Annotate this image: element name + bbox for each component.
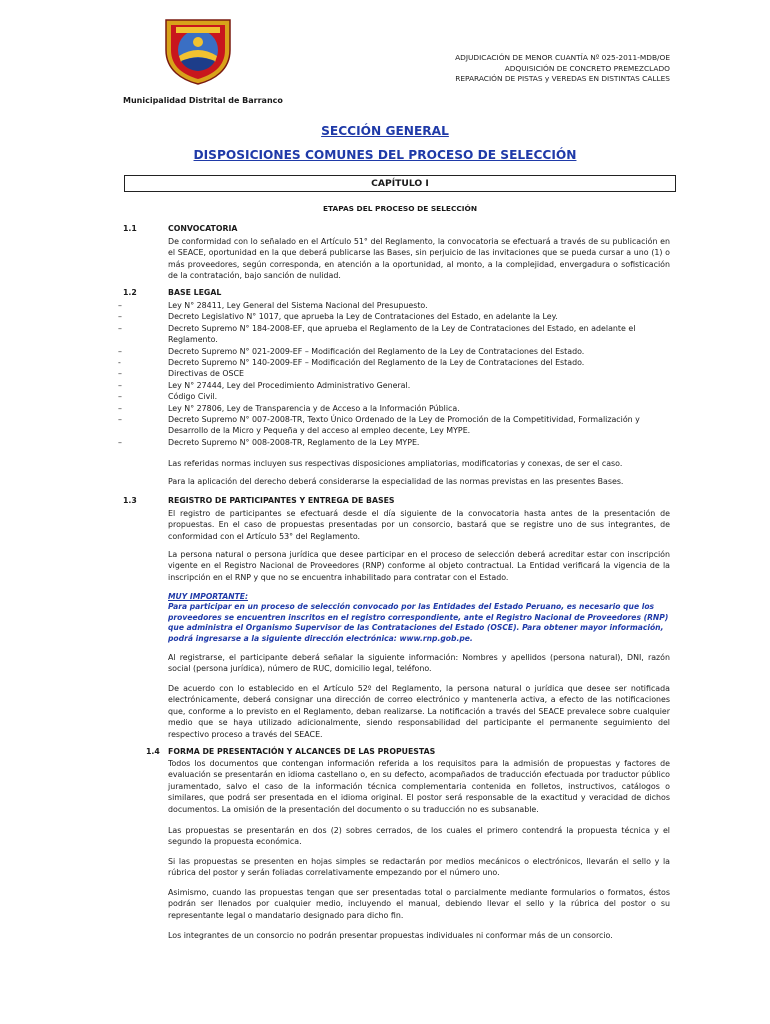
section-title: SECCIÓN GENERAL bbox=[321, 124, 449, 138]
paragraph: Asimismo, cuando las propuestas tengan que ser presentadas total o parcialmente mediante formularios o formatos, éstos podrán ser llenados por cualquier medio, incluyendo el manual, debiendo llevar el sello y la rúbrica del postor o su representante legal o mandatario designado para dicho fin. bbox=[168, 888, 670, 920]
section-number: 1.4 bbox=[146, 747, 160, 756]
paragraph: De conformidad con lo señalado en el Artículo 51° del Reglamento, la convocatoria se efectuará a través de su publicación en el SEACE, oportunidad en la que deberá publicarse las Bases, sin perjuicio de las invitaciones que se pueda cursar a uno (1) o más proveedores, según corresponda, en atención a la oportunidad, al monto, a la complejidad, envergadura o sofisticación de la contratación, bajo sanción de nulidad. bbox=[168, 237, 670, 281]
section-number: 1.2 bbox=[123, 288, 137, 297]
chapter-subtitle: ETAPAS DEL PROCESO DE SELECCIÓN bbox=[322, 204, 478, 213]
crest-top-band bbox=[176, 27, 220, 33]
important-label: MUY IMPORTANTE: bbox=[168, 592, 249, 601]
paragraph: Todos los documentos que contengan información referida a los requisitos para la admisión de propuestas y factores de evaluación se presentarán en idioma castellano o, en su defecto, acompañados de traducción efectuada por traductor público juramentado, salvo el caso de la información técnica complementaria contenida en folletos, instructivos, catálogos o similares, que podrá ser presentada en el idioma original. El postor será responsable de la exactitud y veracidad de dichos documentos. La omisión de la presentación del documento o su traducción no es subsanable. bbox=[168, 759, 670, 814]
paragraph: La persona natural o persona jurídica que desee participar en el proceso de selección deberá acreditar estar con inscripción vigente en el Registro Nacional de Proveedores (RNP) conforme al objeto contractual. La Entidad verificará la vigencia de la inscripción en el RNP y que no se encuentra inhabilitado para contratar con el Estado. bbox=[168, 550, 670, 582]
list-item: – Decreto Supremo N° 008-2008-TR, Reglamento de la Ley MYPE. bbox=[118, 437, 420, 447]
section-heading: CONVOCATORIA bbox=[168, 224, 238, 233]
section-number: 1.1 bbox=[123, 224, 137, 233]
list-item: – Decreto Supremo N° 007-2008-TR, Texto Único Ordenado de la Ley de Promoción de la Competitividad, Formalización y Desarrollo de la Micro y Pequeña y del acceso al empleo decente, Ley MYPE. bbox=[118, 415, 640, 436]
document-header bbox=[455, 53, 670, 85]
paragraph: Las propuestas se presentarán en dos (2) sobres cerrados, de los cuales el primero contendrá la propuesta técnica y el segundo la propuesta económica. bbox=[168, 826, 670, 847]
header-line-3: REPARACIÓN DE PISTAS y VEREDAS EN DISTINTAS CALLES bbox=[455, 74, 670, 83]
municipality-name: Municipalidad Distrital de Barranco bbox=[123, 96, 283, 105]
paragraph: El registro de participantes se efectuará desde el día siguiente de la convocatoria hasta antes de la presentación de propuestas. En el caso de propuestas presentadas por un consorcio, bastará que se registre uno de sus integrantes, de conformidad con el Artículo 53° del Reglamento. bbox=[168, 509, 670, 541]
section-heading: FORMA DE PRESENTACIÓN Y ALCANCES DE LAS PROPUESTAS bbox=[168, 747, 436, 756]
paragraph: Las referidas normas incluyen sus respectivas disposiciones ampliatorias, modificatorias y conexas, de ser el caso. bbox=[168, 459, 623, 468]
paragraph: Al registrarse, el participante deberá señalar la siguiente información: Nombres y apellidos (persona natural), DNI, razón social (persona jurídica), número de RUC, domicilio legal, teléfono. bbox=[168, 653, 670, 674]
list-item: – Decreto Supremo N° 021-2009-EF – Modificación del Reglamento de la Ley de Contrataciones del Estado. bbox=[118, 346, 585, 356]
list-item: – Ley N° 28411, Ley General del Sistema Nacional del Presupuesto. bbox=[118, 301, 428, 310]
list-item: – Decreto Legislativo N° 1017, que aprueba la Ley de Contrataciones del Estado, en adelante la Ley. bbox=[118, 312, 558, 322]
paragraph: Para la aplicación del derecho deberá considerarse la especialidad de las normas previstas en las presentes Bases. bbox=[168, 477, 624, 486]
legal-basis-list bbox=[118, 300, 674, 448]
municipal-crest-logo bbox=[162, 14, 234, 86]
list-item: - Decreto Supremo N° 140-2009-EF – Modificación del Reglamento de la Ley de Contrataciones del Estado. bbox=[118, 358, 585, 368]
paragraph: Si las propuestas se presenten en hojas simples se redactarán por medios mecánicos o electrónicos, llevarán el sello y la rúbrica del postor y serán foliadas correlativamente empezando por el número uno. bbox=[168, 857, 670, 878]
list-item: – Directivas de OSCE bbox=[118, 369, 245, 379]
header-line-2: ADQUISICIÓN DE CONCRETO PREMEZCLADO bbox=[504, 63, 670, 73]
paragraph: Los integrantes de un consorcio no podrán presentar propuestas individuales ni conformar más de un consorcio. bbox=[168, 931, 613, 940]
section-heading: BASE LEGAL bbox=[168, 288, 222, 297]
important-text: Para participar en un proceso de selección convocado por las Entidades del Estado Peruano, es necesario que los proveedores se encuentren inscritos en el registro correspondiente, ante el Registro Nacional de Proveedores (RNP) que administra el Organismo Supervisor de las Contrataciones del Estado (OSCE). Para obtener mayor información, podrá ingresarse a la siguiente dirección electrónica: www.rnp.gob.pe. bbox=[168, 602, 669, 643]
section-subtitle: DISPOSICIONES COMUNES DEL PROCESO DE SELECCIÓN bbox=[193, 148, 577, 162]
paragraph: De acuerdo con lo establecido en el Artículo 52º del Reglamento, la persona natural o jurídica que desee ser notificada electrónicamente, deberá consignar una dirección de correo electrónico y mantenerla activa, a efecto de las notificaciones que, conforme a lo previsto en el Reglamento, deban realizarse. La notificación a través del SEACE prevalece sobre cualquier medio que se haya utilizado adicionalmente, siendo responsabilidad del participante el permanente seguimiento del respectivo proceso a través del SEACE. bbox=[168, 684, 670, 739]
list-item: – Decreto Supremo N° 184-2008-EF, que aprueba el Reglamento de la Ley de Contrataciones del Estado, en adelante el Reglamento. bbox=[118, 323, 636, 345]
chapter-heading: CAPÍTULO I bbox=[124, 175, 676, 192]
crest-sun bbox=[193, 37, 203, 47]
section-heading: REGISTRO DE PARTICIPANTES Y ENTREGA DE BASES bbox=[168, 496, 395, 505]
list-item: – Ley N° 27444, Ley del Procedimiento Administrativo General. bbox=[118, 380, 411, 390]
section-number: 1.3 bbox=[123, 496, 137, 505]
header-line-1: ADJUDICACIÓN DE MENOR CUANTÍA Nº 025-2011-MDB/OE bbox=[455, 53, 670, 62]
important-notice bbox=[168, 592, 670, 644]
list-item: – Código Civil. bbox=[118, 392, 218, 402]
list-item: – Ley N° 27806, Ley de Transparencia y de Acceso a la Información Pública. bbox=[118, 403, 460, 413]
